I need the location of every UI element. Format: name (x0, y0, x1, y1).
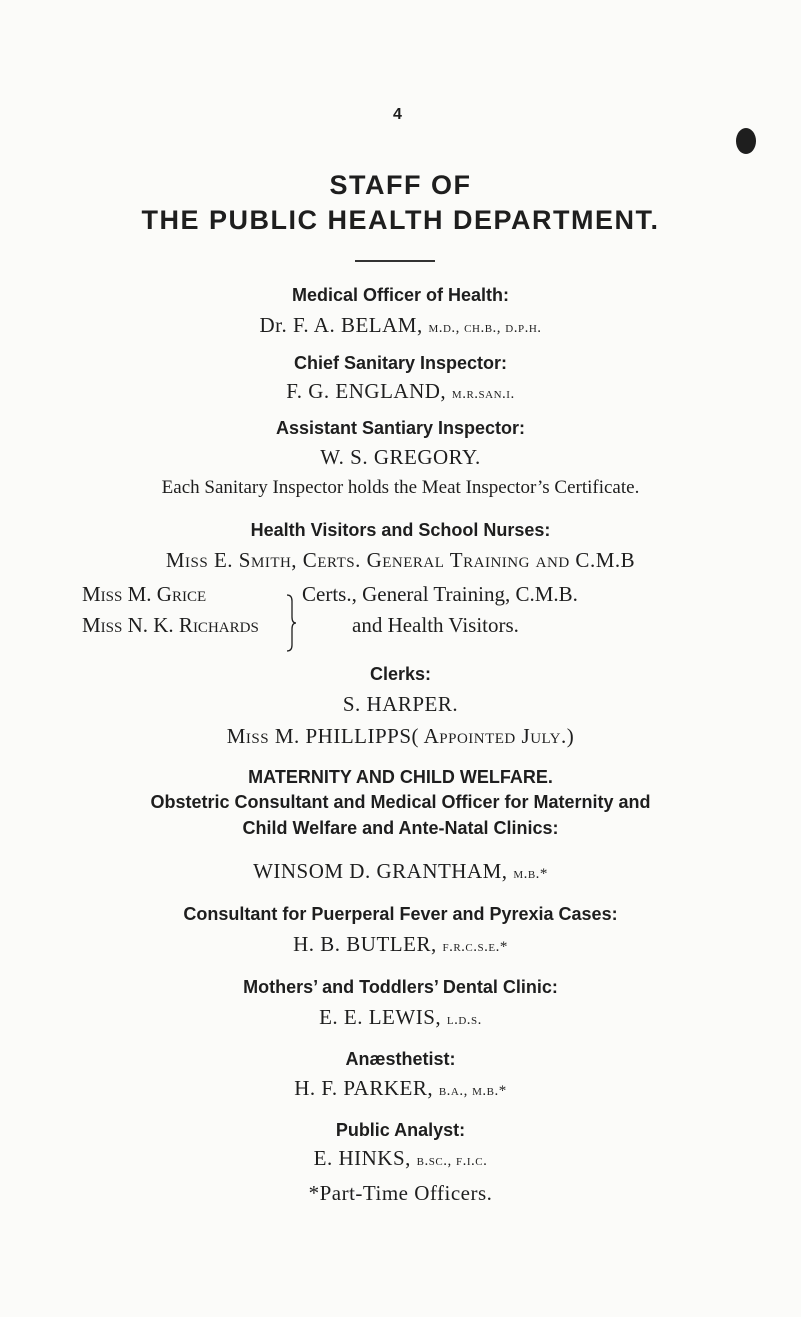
csi-name: F. G. ENGLAND, (286, 379, 447, 403)
dental-heading: Mothers’ and Toddlers’ Dental Clinic: (243, 977, 558, 997)
nurse-line-1 (0, 548, 801, 573)
csi-entry (0, 379, 801, 404)
divider-rule (355, 260, 435, 262)
mcw-subheading-2: Child Welfare and Ante-Natal Clinics: (242, 818, 559, 838)
page-number: 4 (393, 106, 402, 123)
analyst-quals: b.sc., f.i.c. (416, 1153, 488, 1169)
mcw-subheading-1: Obstetric Consultant and Medical Officer for Maternity and (150, 792, 651, 812)
anaesthetist-heading: Anæsthetist: (345, 1049, 456, 1069)
puerperal-quals: f.r.c.s.e.* (442, 939, 508, 955)
title-line-1: STAFF OF (329, 170, 472, 200)
mcw-entry (0, 859, 801, 884)
nurse-line-1-text: Miss E. Smith, Certs. General Training and C.M.B (165, 548, 636, 572)
puerperal-entry (0, 932, 801, 957)
moh-entry (0, 313, 801, 338)
nurse-desc-1: Certs., General Training, C.M.B. (302, 582, 578, 606)
mcw-name: WINSOM D. GRANTHAM, (253, 859, 508, 883)
puerperal-name: H. B. BUTLER, (293, 932, 437, 956)
csi-quals: m.r.san.i. (451, 386, 515, 402)
puerperal-heading: Consultant for Puerperal Fever and Pyrexia Cases: (183, 904, 618, 924)
nurses-heading: Health Visitors and School Nurses: (250, 520, 551, 540)
part-time-footnote: *Part-Time Officers. (308, 1181, 493, 1205)
title-line-2: THE PUBLIC HEALTH DEPARTMENT. (141, 205, 660, 235)
clerk-name-1: S. HARPER. (342, 692, 459, 716)
moh-name: Dr. F. A. BELAM, (259, 313, 423, 337)
analyst-name: E. HINKS, (313, 1146, 411, 1170)
mcw-heading: MATERNITY AND CHILD WELFARE. (248, 767, 553, 787)
clerks-heading: Clerks: (369, 664, 432, 684)
dental-name: E. E. LEWIS, (319, 1005, 442, 1029)
moh-quals: m.d., ch.b., d.p.h. (428, 320, 542, 336)
csi-heading: Chief Sanitary Inspector: (293, 353, 508, 373)
clerk-name-2 (0, 724, 801, 749)
nurse-desc-2: and Health Visitors. (352, 613, 519, 637)
dental-entry (0, 1005, 801, 1030)
asi-heading: Assistant Santiary Inspector: (275, 418, 526, 438)
mcw-quals: m.b.* (513, 866, 548, 882)
clerk-name-2-text: Miss M. PHILLIPPS( Appointed July.) (226, 724, 575, 748)
asi-name: W. S. GREGORY. (320, 445, 481, 469)
anaesthetist-quals: b.a., m.b.* (438, 1083, 507, 1099)
certificate-note: Each Sanitary Inspector holds the Meat Inspector’s Certificate. (161, 477, 640, 498)
curly-brace (286, 593, 296, 653)
anaesthetist-name: H. F. PARKER, (294, 1076, 434, 1100)
anaesthetist-entry (0, 1076, 801, 1101)
nurse-name-2: Miss M. Grice (82, 582, 207, 606)
dental-quals: l.d.s. (446, 1012, 482, 1028)
ink-blot (736, 128, 756, 154)
moh-heading: Medical Officer of Health: (291, 285, 510, 305)
analyst-entry (0, 1146, 801, 1171)
nurse-name-3: Miss N. K. Richards (82, 613, 259, 637)
analyst-heading: Public Analyst: (335, 1120, 466, 1140)
